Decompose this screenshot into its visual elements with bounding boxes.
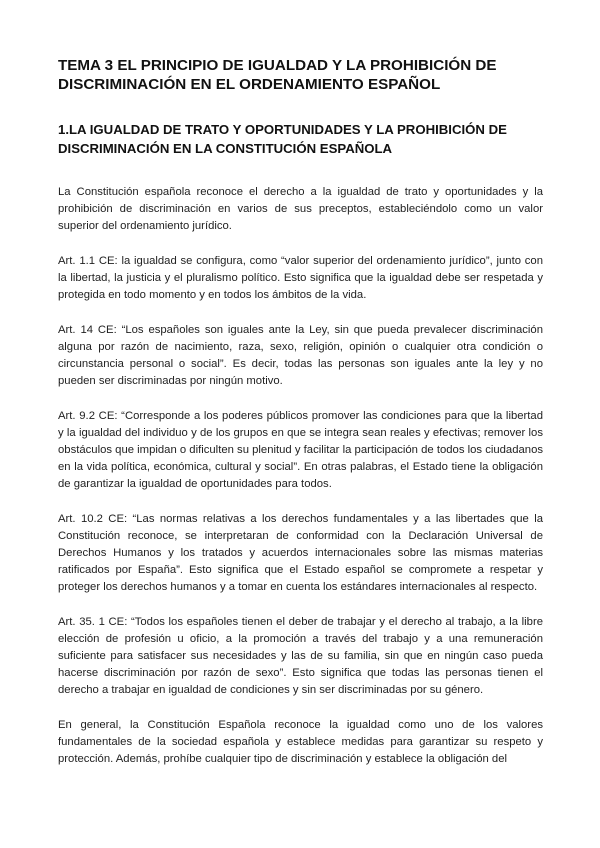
paragraph-art-35-1: Art. 35. 1 CE: “Todos los españoles tienen el deber de trabajar y el derecho al trabajo, a la libre elección de profesión u oficio, a la promoción a través del trabajo y a una remuneración suficiente para satisfacer sus necesidades y las de su familia, sin que en ningún caso pueda hacerse discriminación por razón de sexo”. Esto significa que todas las personas tienen el derecho a trabajar en igualdad de condiciones y sin ser discriminadas por su género.: [58, 616, 543, 696]
paragraph-art-14: Art. 14 CE: “Los españoles son iguales ante la Ley, sin que pueda prevalecer discriminación alguna por razón de nacimiento, raza, sexo, religión, opinión o cualquier otra condición o circunstancia personal o social”. Es decir, todas las personas son iguales ante la ley y no pueden ser discriminadas por ningún motivo.: [58, 324, 543, 387]
paragraph-intro: La Constitución española reconoce el derecho a la igualdad de trato y oportunidades y la prohibición de discriminación en varios de sus preceptos, estableciéndolo como un valor superior del ordenamiento jurídico.: [58, 186, 543, 232]
paragraph-art-10-2: Art. 10.2 CE: “Las normas relativas a los derechos fundamentales y a las libertades que la Constitución reconoce, se interpretaran de conformidad con la Declaración Universal de Derechos Humanos y los tratados y acuerdos internacionales sobre las mismas materias ratificados por España”. Esto significa que el Estado español se compromete a respetar y proteger los derechos humanos y a tomar en cuenta los estándares internacionales al respecto.: [58, 513, 543, 593]
paragraph-conclusion: En general, la Constitución Española reconoce la igualdad como uno de los valores fundamentales de la sociedad española y establece medidas para garantizar su respeto y protección. Además, prohíbe cualquier tipo de discriminación y establece la obligación del: [58, 719, 543, 765]
section-heading: 1.LA IGUALDAD DE TRATO Y OPORTUNIDADES Y LA PROHIBICIÓN DE DISCRIMINACIÓN EN LA CONSTITUCIÓN ESPAÑOLA: [58, 122, 507, 156]
paragraph-art-1-1: Art. 1.1 CE: la igualdad se configura, como “valor superior del ordenamiento jurídico”, junto con la libertad, la justicia y el pluralismo político. Esto significa que la igualdad debe ser respetada y protegida en todo momento y en todos los ámbitos de la vida.: [58, 255, 543, 301]
paragraph-art-9-2: Art. 9.2 CE: “Corresponde a los poderes públicos promover las condiciones para que la libertad y la igualdad del individuo y de los grupos en que se integra sean reales y efectivas; remover los obstáculos que impidan o dificulten su plenitud y facilitar la participación de todos los ciudadanos en la vida política, económica, cultural y social”. En otras palabras, el Estado tiene la obligación de garantizar la igualdad de oportunidades para todos.: [58, 410, 543, 490]
document-title: TEMA 3 EL PRINCIPIO DE IGUALDAD Y LA PROHIBICIÓN DE DISCRIMINACIÓN EN EL ORDENAMIENTO ESPAÑOL: [58, 57, 497, 93]
